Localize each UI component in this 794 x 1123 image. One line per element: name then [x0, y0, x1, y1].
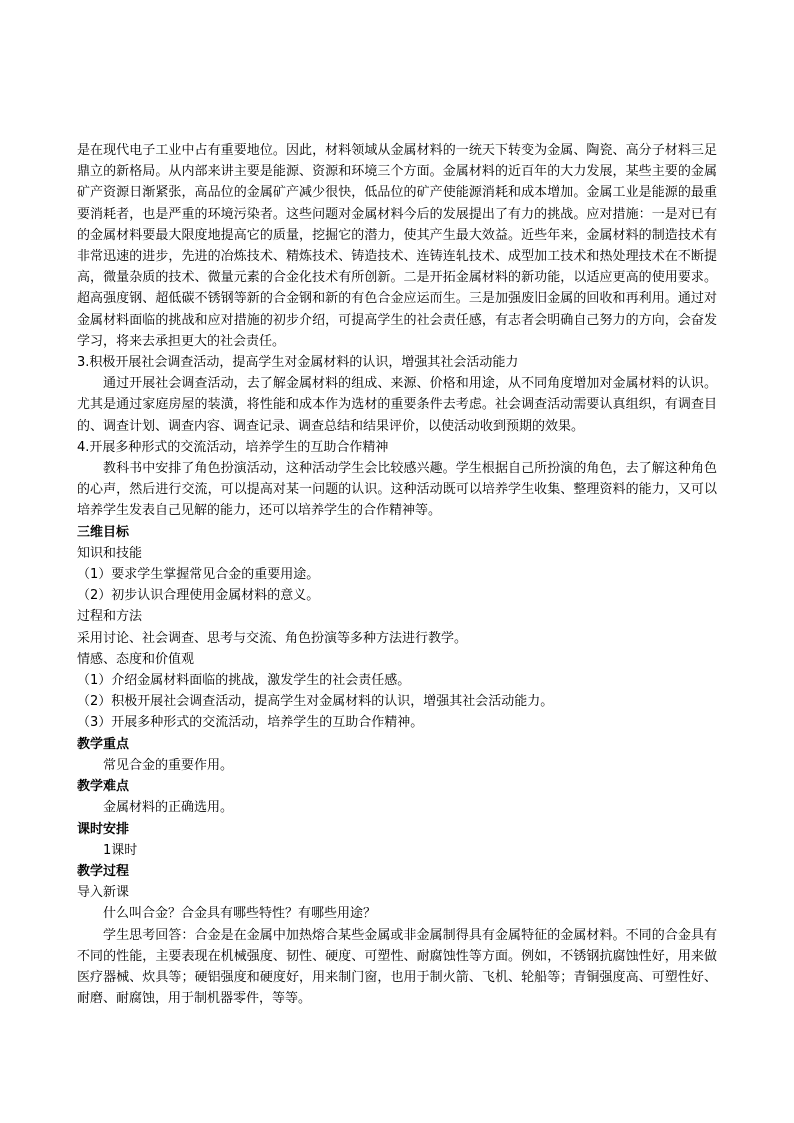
list-item-title: 3.积极开展社会调查活动，提高学生对金属材料的认识，增强其社会活动能力 [77, 355, 519, 371]
section-heading: 教学难点 [77, 779, 130, 795]
body-text: 常见合金的重要作用。 [103, 757, 234, 773]
section-heading: 三维目标 [77, 524, 130, 540]
body-text: 1课时 [103, 842, 138, 858]
body-text: 什么叫合金？合金具有哪些特性？有哪些用途？ [103, 906, 377, 922]
body-text: 采用讨论、社会调查、思考与交流、角色扮演等多种方法进行教学。 [77, 630, 468, 646]
subheading: 情感、态度和价值观 [77, 651, 195, 667]
document-page [77, 140, 717, 1009]
list-item: （2）初步认识合理使用金属材料的意义。 [77, 588, 320, 604]
subheading: 导入新课 [77, 885, 130, 901]
body-paragraph: 教科书中安排了角色扮演活动，这种活动学生会比较感兴趣。学生根据自己所扮演的角色，去了解这种角色的心声，然后进行交流，可以提高对某一问题的认识。这种活动既可以培养学生收集、整理资料的能力，又可以培养学生发表自己见解的能力，还可以培养学生的合作精神等。 [77, 461, 717, 519]
body-paragraph: 通过开展社会调查活动，去了解金属材料的组成、来源、价格和用途，从不同角度增加对金属材料的认识。尤其是通过家庭房屋的装潢，将性能和成本作为选材的重要条件去考虑。社会调查活动需要认真组织，有调查目的、调查计划、调查内容、调查记录、调查总结和结果评价，以使活动收到预期的效果。 [77, 376, 717, 434]
list-item: （1）要求学生掌握常见合金的重要用途。 [77, 567, 320, 583]
list-item: （3）开展多种形式的交流活动，培养学生的互助合作精神。 [77, 715, 424, 731]
list-item-title: 4.开展多种形式的交流活动，培养学生的互助合作精神 [77, 439, 389, 455]
body-paragraph: 学生思考回答：合金是在金属中加热熔合某些金属或非金属制得具有金属特征的金属材料。不同的合金具有不同的性能，主要表现在机械强度、韧性、硬度、可塑性、耐腐蚀性等方面。例如，不锈钢抗腐蚀性好，用来做医疗器械、炊具等；硬铝强度和硬度好，用来制门窗，也用于制火箭、飞机、轮船等；青铜强度高、可塑性好、耐磨、耐腐蚀，用于制机器零件，等等。 [77, 927, 717, 1007]
list-item: （2）积极开展社会调查活动，提高学生对金属材料的认识，增强其社会活动能力。 [77, 694, 554, 710]
list-item: （1）介绍金属材料面临的挑战，激发学生的社会责任感。 [77, 673, 411, 689]
subheading: 知识和技能 [77, 545, 143, 561]
section-heading: 课时安排 [77, 821, 130, 837]
subheading: 过程和方法 [77, 609, 143, 625]
body-paragraph: 是在现代电子工业中占有重要地位。因此，材料领域从金属材料的一统天下转变为金属、陶瓷、高分子材料三足鼎立的新格局。从内部来讲主要是能源、资源和环境三个方面。金属材料的近百年的大力发展，某些主要的金属矿产资源日渐紧张，高品位的金属矿产减少很快，低品位的矿产使能源消耗和成本增加。金属工业是能源的最重要消耗者，也是严重的环境污染者。这些问题对金属材料今后的发展提出了有力的挑战。应对措施：一是对已有的金属材料要最大限度地提高它的质量，挖掘它的潜力，使其产生最大效益。近些年来，金属材料的制造技术有非常迅速的进步，先进的冶炼技术、精炼技术、铸造技术、连铸连轧技术、成型加工技术和热处理技术在不断提高，微量杂质的技术、微量元素的合金化技术有所创新。二是开拓金属材料的新功能，以适应更高的使用要求。超高强度钢、超低碳不锈钢等新的合金钢和新的有色合金应运而生。三是加强废旧金属的回收和再利用。通过对金属材料面临的挑战和应对措施的初步介绍，可提高学生的社会责任感，有志者会明确自己努力的方向，会奋发学习，将来去承担更大的社会责任。 [77, 143, 717, 349]
section-heading: 教学重点 [77, 736, 130, 752]
body-text: 金属材料的正确选用。 [103, 800, 234, 816]
section-heading: 教学过程 [77, 863, 130, 879]
